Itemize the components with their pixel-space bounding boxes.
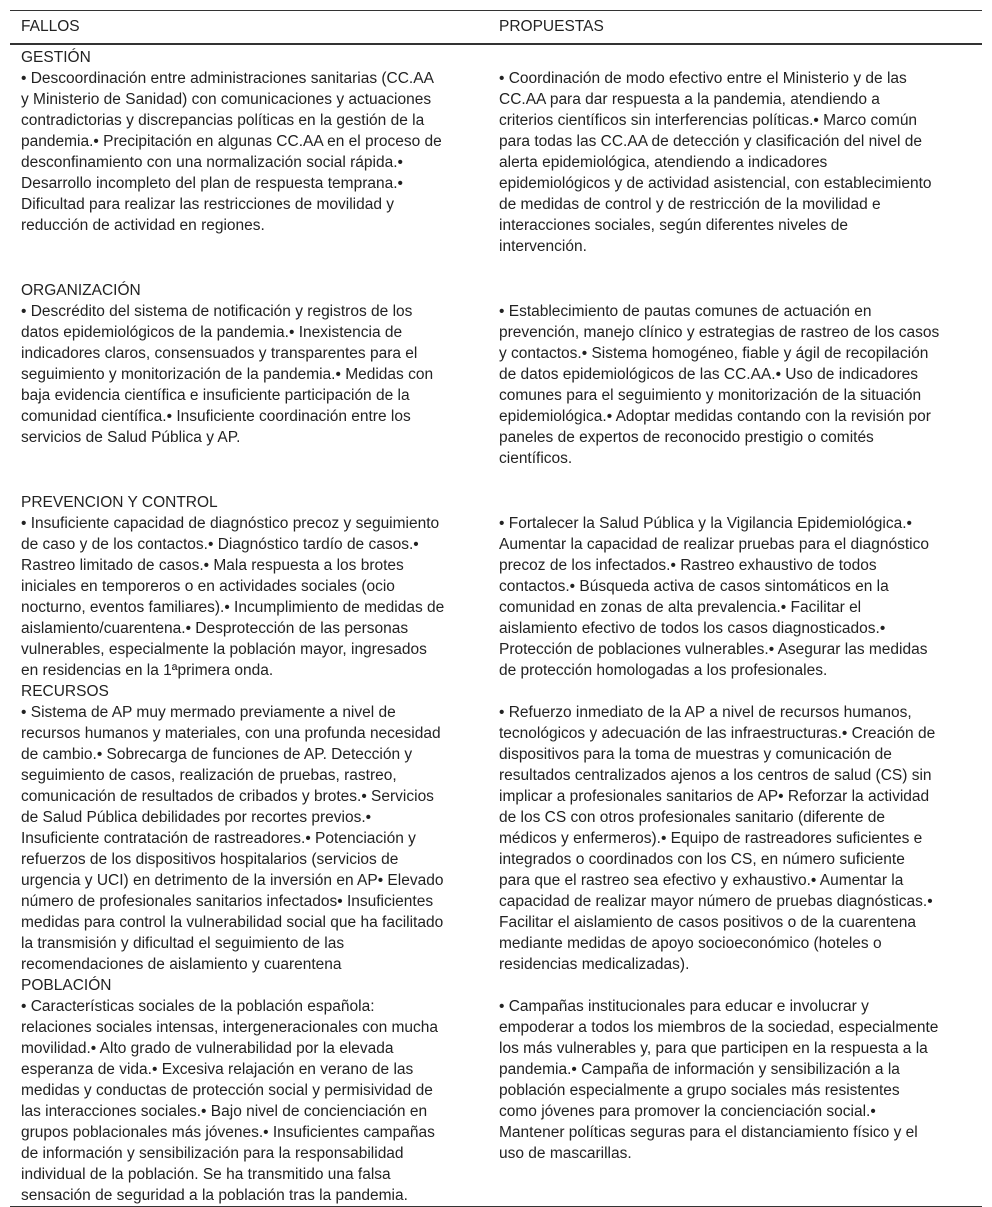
- section-title: POBLACIÓN: [21, 977, 112, 994]
- section-gestion: [10, 47, 982, 280]
- section-prevencion-control: [10, 492, 982, 681]
- header-fallos: FALLOS: [21, 18, 80, 35]
- section-title: ORGANIZACIÓN: [21, 282, 141, 299]
- section-title: RECURSOS: [21, 683, 109, 700]
- fallos-cell: • Sistema de AP muy mermado previamente a nivel de recursos humanos y materiales, con una profunda necesidad de cambio.• Sobrecarga de funciones de AP. Detección y seguimiento de casos, realización de pruebas, rastreo, comunicación de resultados de cribados y brotes.• Servicios de Salud Pública debilidades por recortes previos.• Insuficiente contratación de rastreadores.• Potenciación y refuerzos de los dispositivos hospitalarios (servicios de urgencia y UCI) en detrimento de la inversión en AP• Elevado número de profesionales sanitarios infectados• Insuficientes medidas para control la vulnerabilidad social que ha facilitado la transmisión y dificultad el seguimiento de las recomendaciones de aislamiento y cuarentena: [21, 704, 444, 973]
- section-title: PREVENCION Y CONTROL: [21, 494, 218, 511]
- fallos-cell: • Descrédito del sistema de notificación y registros de los datos epidemiológicos de la pandemia.• Inexistencia de indicadores claros, consensuados y transparentes para el seguimiento y monitorización de la pandemia.• Medidas con baja evidencia científica e insuficiente participación de la comunidad científica.• Insuficiente coordinación entre los servicios de Salud Pública y AP.: [21, 303, 434, 446]
- table-header: [10, 11, 982, 45]
- propuestas-cell: • Campañas institucionales para educar e involucrar y empoderar a todos los miembros de la sociedad, especialmente los más vulnerables y, para que participen en la respuesta a la pandemia.• Campaña de información y sensibilización a la población especialmente a grupo sociales más resistentes como jóvenes para promover la concienciación social.• Mantener políticas seguras para el distanciamiento físico y el uso de mascarillas.: [499, 998, 939, 1162]
- fallos-cell: • Características sociales de la población española: relaciones sociales intensas, intergeneracionales con mucha movilidad.• Alto grado de vulnerabilidad por la elevada esperanza de vida.• Excesiva relajación en verano de las medidas y conductas de protección social y permisividad de las interacciones sociales.• Bajo nivel de concienciación en grupos poblacionales más jóvenes.• Insuficientes campañas de información y sensibilización para la responsabilidad individual de la población. Se ha transmitido una falsa sensación de seguridad a la población tras la pandemia.: [21, 998, 439, 1204]
- fallos-cell: • Insuficiente capacidad de diagnóstico precoz y seguimiento de caso y de los contactos.• Diagnóstico tardío de casos.• Rastreo limitado de casos.• Mala respuesta a los brotes iniciales en temporeros o en actividades sociales (ocio nocturno, eventos familiares).• Incumplimiento de medidas de aislamiento/cuarentena.• Desprotección de las personas vulnerables, especialmente la población mayor, ingresados en residencias en la 1ªprimera onda.: [21, 515, 445, 679]
- table-row: [10, 996, 982, 1206]
- fallos-propuestas-table: [10, 10, 982, 1207]
- table-row: [10, 301, 982, 469]
- section-recursos: [10, 681, 982, 975]
- section-organizacion: [10, 280, 982, 492]
- propuestas-cell: • Establecimiento de pautas comunes de actuación en prevención, manejo clínico y estrategias de rastreo de los casos y contactos.• Sistema homogéneo, fiable y ágil de recopilación de datos epidemiológicos de las CC.AA.• Uso de indicadores comunes para el seguimiento y monitorización de la situación epidemiológica.• Adoptar medidas contando con la revisión por paneles de expertos de reconocido prestigio o comités científicos.: [499, 303, 940, 467]
- propuestas-cell: • Coordinación de modo efectivo entre el Ministerio y de las CC.AA para dar respuesta a la pandemia, atendiendo a criterios científicos sin interferencias políticas.• Marco común para todas las CC.AA de detección y clasificación del nivel de alerta epidemiológica, atendiendo a indicadores epidemiológicos y de actividad asistencial, con establecimiento de medidas de control y de restricción de la movilidad e interacciones sociales, según diferentes niveles de intervención.: [499, 70, 932, 255]
- table-row: [10, 513, 982, 681]
- table-body: [10, 45, 982, 1206]
- fallos-cell: • Descoordinación entre administraciones sanitarias (CC.AA y Ministerio de Sanidad) con comunicaciones y actuaciones contradictorias y discrepancias políticas en la gestión de la pandemia.• Precipitación en algunas CC.AA en el proceso de desconfinamiento con una normalización social rápida.• Desarrollo incompleto del plan de respuesta temprana.• Dificultad para realizar las restricciones de movilidad y reducción de actividad en regiones.: [21, 70, 442, 234]
- propuestas-cell: • Refuerzo inmediato de la AP a nivel de recursos humanos, tecnológicos y adecuación de las infraestructuras.• Creación de dispositivos para la toma de muestras y comunicación de resultados centralizados ajenos a los centros de salud (CS) sin implicar a profesionales sanitarios de AP• Reforzar la actividad de los CS con otros profesionales sanitario (diferente de médicos y enfermeros).• Equipo de rastreadores suficientes e integrados o coordinados con los CS, en número suficiente para que el rastreo sea efectivo y exhaustivo.• Aumentar la capacidad de realizar mayor número de pruebas diagnósticas.• Facilitar el aislamiento de casos positivos o de la cuarentena mediante medidas de apoyo socioeconómico (hoteles o residencias medicalizadas).: [499, 704, 936, 973]
- table-row: [10, 68, 982, 257]
- propuestas-cell: • Fortalecer la Salud Pública y la Vigilancia Epidemiológica.• Aumentar la capacidad de realizar pruebas para el diagnóstico precoz de los infectados.• Rastreo exhaustivo de todos contactos.• Búsqueda activa de casos sintomáticos en la comunidad en zonas de alta prevalencia.• Facilitar el aislamiento efectivo de todos los casos diagnosticados.• Protección de poblaciones vulnerables.• Asegurar las medidas de protección homologadas a los profesionales.: [499, 515, 929, 679]
- section-title: GESTIÓN: [21, 49, 91, 66]
- table-row: [10, 702, 982, 975]
- section-poblacion: [10, 975, 982, 1206]
- header-propuestas: PROPUESTAS: [499, 18, 604, 35]
